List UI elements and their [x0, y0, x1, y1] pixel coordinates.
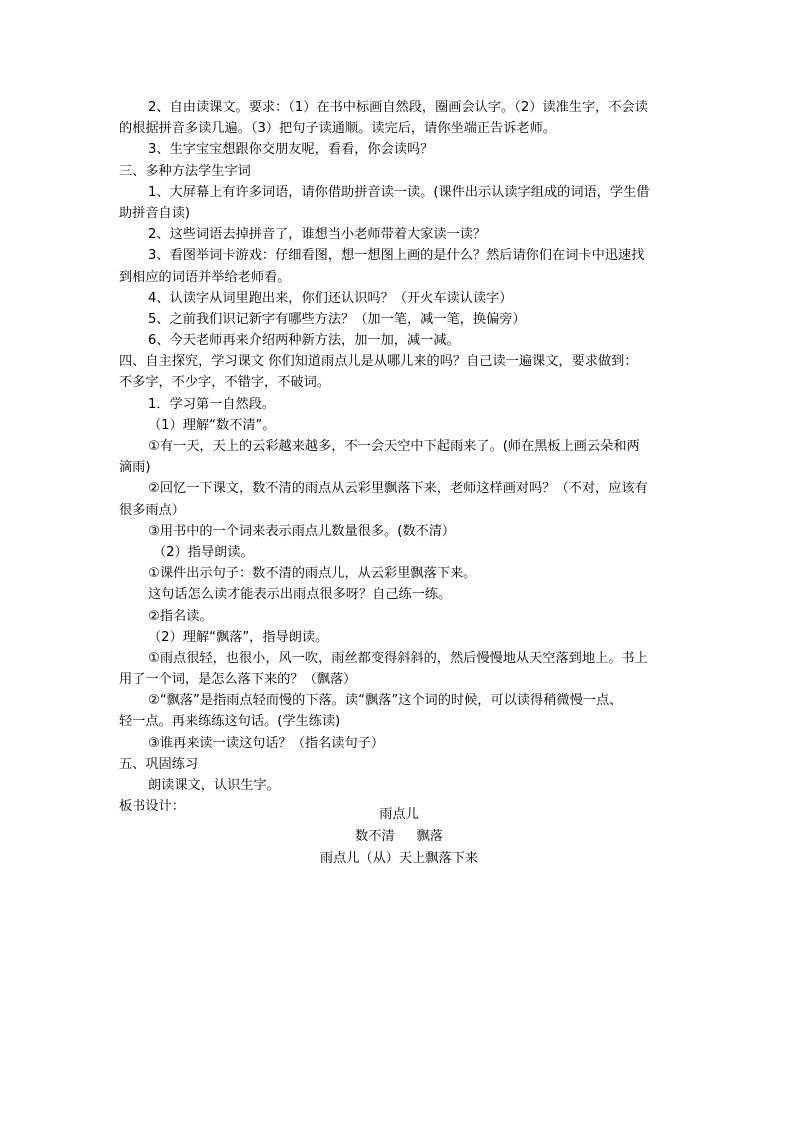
text-line: 的根据拼音多读几遍。（3）把句子读通顺。读完后，请你坐端正告诉老师。: [119, 121, 556, 137]
board-design: [119, 804, 679, 869]
text-line: 1、大屏幕上有许多词语，请你借助拼音读一读。(课件出示认读字组成的词语，学生借: [148, 184, 650, 200]
text-line: 朗读课文，认识生字。: [148, 778, 280, 793]
text-line: ①课件出示句子：数不清的雨点儿，从云彩里飘落下来。: [148, 566, 477, 582]
text-line: 1．学习第一自然段。: [148, 396, 276, 412]
section-heading: 五、巩固练习: [119, 756, 199, 772]
board-design-heading: 板书设计：: [119, 799, 185, 815]
text-line: ①雨点很轻，也很小，风一吹，雨丝都变得斜斜的，然后慢慢地从天空落到地上。书上: [148, 650, 648, 666]
board-sentence: 雨点儿（从）天上飘落下来: [319, 850, 479, 866]
text-line: 滴雨): [119, 460, 151, 476]
text-line: （1）理解“数不清”。: [148, 417, 276, 433]
text-line: 轻一点。再来练练这句话。(学生练读): [119, 714, 341, 730]
text-line: 不多字，不少字，不错字，不破词。: [119, 375, 330, 391]
board-title: 雨点儿: [379, 807, 419, 822]
text-line: 到相应的词语并举给老师看。: [119, 269, 291, 285]
text-line: ②“飘落”是指雨点轻而慢的下落。读“飘落”这个词的时候，可以读得稍微慢一点、: [148, 693, 623, 709]
text-line: 3、看图举词卡游戏：仔细看图，想一想图上画的是什么？然后请你们在词卡中迅速找: [148, 248, 645, 264]
text-line: 2、自由读课文。要求：（1）在书中标画自然段，圈画会认字。（2）读准生字，不会读: [148, 100, 648, 115]
section-heading: 三、多种方法学生字词: [119, 163, 251, 179]
text-line: 2、这些词语去掉拼音了，谁想当小老师带着大家读一读？: [148, 227, 487, 243]
text-line: 用了一个词，是怎么落下来的？（飘落）: [119, 672, 357, 688]
lesson-plan-body: [119, 97, 679, 817]
section-heading: 四、自主探究，学习课文 你们知道雨点儿是从哪儿来的吗？自己读一遍课文，要求做到：: [119, 354, 638, 370]
text-line: ②指名读。: [148, 608, 213, 624]
text-line: 5、之前我们识记新字有哪些方法？（加一笔，减一笔，换偏旁）: [148, 311, 526, 327]
text-line: ③用书中的一个词来表示雨点儿数量很多。(数不清）: [148, 523, 456, 539]
text-line: 4、认读字从词里跑出来，你们还认识吗？（开火车读认读字）: [148, 290, 513, 306]
text-line: 助拼音自读): [119, 205, 191, 221]
text-line: 很多雨点）: [119, 502, 185, 518]
text-line: ①有一天，天上的云彩越来越多，不一会天空中下起雨来了。(师在黑板上画云朵和两: [148, 439, 640, 454]
board-word-right: 飘落: [416, 828, 443, 844]
text-line: 这句话怎么读才能表示出雨点很多呀？自己练一练。: [148, 587, 452, 603]
text-line: 3、生字宝宝想跟你交朋友呢，看看，你会读吗？: [148, 142, 434, 158]
board-word-left: 数不清: [355, 828, 395, 844]
board-keywords: [119, 826, 679, 848]
text-line: 6、今天老师再来介绍两种新方法，加一加，减一减。: [148, 333, 460, 349]
text-line: ②回忆一下课文，数不清的雨点从云彩里飘落下来，老师这样画对吗？（不对，应该有: [148, 481, 648, 497]
text-line: ③谁再来读一读这句话？（指名读句子）: [148, 735, 385, 751]
text-line: （2）指导朗读。: [153, 544, 254, 560]
text-line: （2）理解“飘落”，指导朗读。: [148, 629, 329, 645]
